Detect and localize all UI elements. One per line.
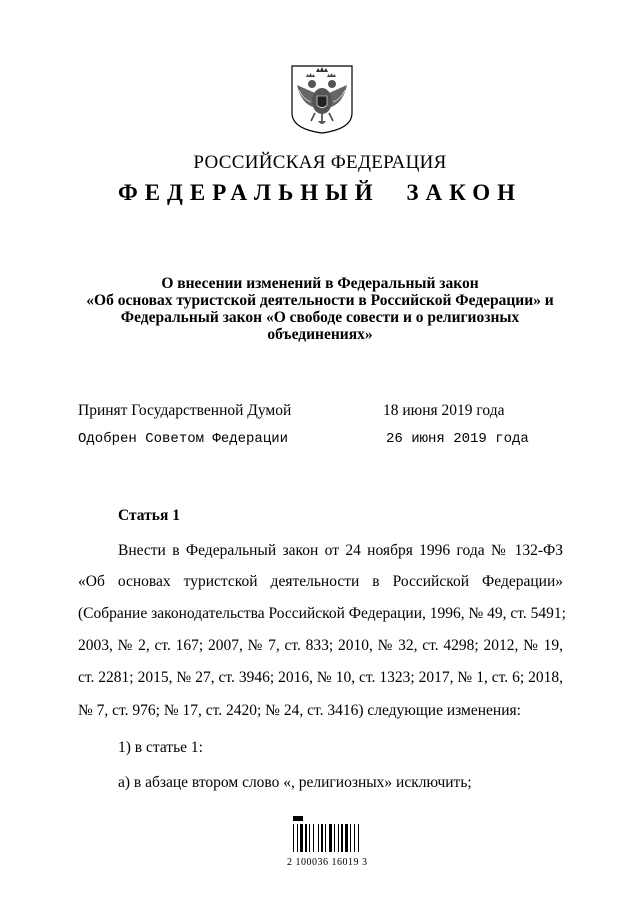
list-item-1: 1) в статье 1: [118,739,203,756]
article-paragraph-line: Внести в Федеральный закон от 24 ноября 1996 года № 132-ФЗ [118,542,563,559]
law-title-line: объединениях» [267,326,373,343]
law-title-line: «Об основах туристской деятельности в Российской Федерации» и [86,292,554,309]
article-paragraph-line: ст. 2281; 2015, № 27, ст. 3946; 2016, № 10, ст. 1323; 2017, № 1, ст. 6; 2018, [78,669,563,686]
document-type: ФЕДЕРАЛЬНЫЙ ЗАКОН [117,180,523,205]
council-approval-date: 26 июня 2019 года [386,431,529,447]
list-item-a: а) в абзаце втором слово «, религиозных» исключить; [118,774,472,791]
barcode-icon [291,814,371,854]
duma-adoption-label: Принят Государственной Думой [78,402,292,419]
duma-adoption-date: 18 июня 2019 года [383,402,505,419]
law-title [80,275,560,343]
barcode-number: 2 100036 16019 3 [287,857,368,868]
law-title-line: Федеральный закон «О свободе совести и о религиозных [120,309,520,326]
coat-of-arms-icon [289,63,355,135]
council-approval-label: Одобрен Советом Федерации [78,431,289,447]
article-paragraph-line: (Собрание законодательства Российской Федерации, 1996, № 49, ст. 5491; [78,605,566,622]
law-title-line: О внесении изменений в Федеральный закон [161,275,479,292]
article-paragraph-line: № 7, ст. 976; № 17, ст. 2420; № 24, ст. 3416) следующие изменения: [78,702,521,719]
country-name: РОССИЙСКАЯ ФЕДЕРАЦИЯ [193,152,447,173]
article-paragraph-line: «Об основах туристской деятельности в Российской Федерации» [78,573,563,590]
article-heading: Статья 1 [118,507,180,524]
article-paragraph-line: 2003, № 2, ст. 167; 2007, № 7, ст. 833; 2010, № 32, ст. 4298; 2012, № 19, [78,637,563,654]
